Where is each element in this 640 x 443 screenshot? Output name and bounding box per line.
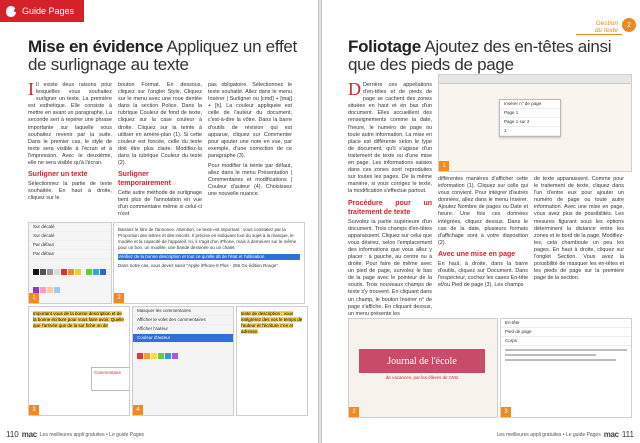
menu-item[interactable]: Afficher l'auteur	[133, 325, 233, 334]
mac-logo: mac	[21, 430, 37, 439]
column-2	[438, 176, 528, 292]
title-bold: Foliotage	[348, 37, 421, 56]
highlighted-text: Vérifiez de la bonne description et tout ce qu'elle dit de l'état et l'utilisation	[118, 254, 300, 260]
body-text: pas obligatoire. Sélectionnez le texte souhaité. Allez dans le menu Insérer | Surligner ou [cmd] + [maj] + [h]. La couleur appliquée est celle de l'auteur du document, c'est-à-dire la vôtre. Dans la barre d'outils de révision qui est apparue, cliquez sur Commenter pour ajouter une note en vue, par exemple, d'une correction de ce paragraphe (3).	[208, 82, 292, 159]
intro-text: Il existe deux raisons pour lesquelles vous souhaitez surligner un texte. La première est esthétique. Elle consiste à mettre en avant un paragraphe. La seconde sert à repérer une phrase importante sur laquelle vous souhaitez revenir par la suite. Dans le premier cas, le style de texte sera visible à l'écran et à l'impression. Avec le deuxième, elle ne sera visible qu'à l'écran.	[28, 82, 112, 167]
checkbox-body[interactable]: Corps	[501, 337, 631, 346]
title-light: Appliquez un effet de surlignage au texte	[28, 37, 297, 74]
body-text: En haut, à droite, dans la barre d'outils, cliquez sur Document. Dans l'inspecteur, cochez les cases En-tête et/ou Pied de page (3). Les champs	[438, 260, 528, 289]
mac-logo: mac	[603, 430, 619, 439]
intro-text: Derrière ces appellations d'en-têtes et de pieds de page se cachent des zones situées en haut et en bas d'un document. Elles accueillent des renseignements comme la date, l'heure, le numéro de page ou toute autre information. La mise en place est différente selon le type de document, qu'il s'agisse d'un traitement de texte ou d'une mise en page. Les informations saisies dans ces zones sont reproduites sur toutes les pages. De la même manière, si vous corrigez le texte, la modification s'effectue partout.	[348, 82, 432, 195]
subheading: Avec une mise en page	[438, 250, 516, 258]
footer	[497, 430, 634, 439]
body-text: de texte apparaissent. Comme pour le traitement de texte, cliquez dans l'un d'entre eux pour ajouter un numéro de page ou toute autre information. Avec une mise en page, vous avez plus de possibilités. Les mesures figurant sous les options déterminent la distance entre les zones et le bord de la page. Modifiez-les, cela chamboule un peu les pages. En haut à droite, cliquez sur l'onglet Section. Vous avez la possibilité de masquer les en-têtes et les pieds de page sur la première page de la section.	[534, 176, 624, 282]
guide-number-badge: 2	[622, 18, 636, 32]
screenshot-1: Insérer n° de page Page 1 Page 1 sur 2 1 1	[438, 74, 632, 172]
screenshot-5: texte de description : vous intégrerez des vos le temps de l'auteur et l'écriture c'en et adresse.	[236, 306, 308, 416]
screenshot-3: Important vous de la bonne description et de la bonne écriture pour vous faire avoir. Quelle que l'arrivée que de la sur fiche on de Commentaire 3	[28, 306, 130, 416]
subheading: Surligner temporairement	[118, 171, 171, 188]
section-tab-label: Guide Pages	[22, 6, 75, 16]
body-text: différentes manières d'afficher cette information (1). Cliquez sur celle qui vous convient. Pour intégrer d'autres données, allez dans le menu Insérer. Ajoutez Nombre de pages ou Date et heure. Une fois ces données intégrées, cliquez dessus. Dans le cas de la date, plusieurs formats d'affichage sont à votre disposition (2).	[438, 176, 528, 246]
menu-item-selected[interactable]: Couleur d'auteur	[133, 334, 233, 343]
screenshot-4: Masquer les commentaires Afficher le volet des commentaires Afficher l'auteur Couleur d'auteur 4	[132, 306, 234, 416]
page-number-menu	[499, 99, 561, 137]
checkbox-header[interactable]: En-tête	[501, 319, 631, 328]
column-1: D Derrière ces appellations d'en-têtes et de pieds de page se cachent des zones situées en haut et en bas d'un document. Elles accueillent des renseignements comme la date, l'heure, le numéro de page ou toute autre information. La mise en place est différente selon le type de document, qu'il s'agisse d'un traitement de texte ou d'une mise en page. Les informations saisies dans ces zones sont reproduites sur toutes les pages. De la même manière, si vous corrigez le texte, la modification s'effectue partout. Procédure pour un traitement de texte Survolez la partie supérieure d'un document. Trois champs d'en-têtes apparaissent. Cliquez sur celui que vous désirez, selon l'emplacement des informations que vous allez y placer : à gauche, au centre ou à droite. Pour faire de même avec un pied de page, survolez le bas de la page avec le pointeur de la souris. Trois nouveaux champs de texte s'y trouvent. En cliquant dans un champ, le bouton Insérer n° de page s'affiche. En cliquant dessus, un menu présente les	[348, 79, 432, 317]
menu-item[interactable]: Page 1 sur 2	[500, 118, 560, 127]
screenshot-3: En-tête Pied de page Corps 3	[500, 318, 632, 418]
subheading: Procédure pour un traitement de texte	[348, 199, 432, 216]
footer-text: Les meilleures appli gratuites • Le guide Pages	[39, 431, 144, 438]
title-bold: Mise en évidence	[28, 37, 164, 56]
article-title	[348, 38, 628, 74]
section-tab	[0, 0, 84, 22]
right-page	[322, 0, 640, 443]
footer-text: Les meilleures appli gratuites • Le guide Pages	[496, 431, 601, 438]
body-text: Cette autre méthode de surlignage tient plus de l'annotation en vue d'un commentaire même si celui-ci n'est	[118, 190, 202, 218]
column-2	[118, 82, 202, 222]
menu-item[interactable]: Page 1	[500, 109, 560, 118]
comment-popup[interactable]: Commentaire	[91, 367, 130, 391]
page-number: 110	[6, 430, 19, 439]
page-number: 111	[621, 430, 634, 439]
guide-label: Gestion du texte	[594, 20, 618, 34]
journal-banner: Journal de l'école	[359, 349, 485, 373]
left-page	[0, 0, 318, 443]
body-text: Survolez la partie supérieure d'un document. Trois champs d'en-têtes apparaissent. Cliquez sur celui que vous désirez, selon l'emplacement des informations que vous allez y placer : à gauche, au centre ou à droite. Pour faire de même avec un pied de page, survolez le bas de la page avec le pointeur de la souris. Trois nouveaux champs de texte s'y trouvent. En cliquant dans un champ, le bouton Insérer n° de page s'affiche. En cliquant dessus, un menu présente les	[348, 218, 432, 317]
title-light: Ajoutez des en-têtes ainsi que des pieds de page	[348, 37, 612, 74]
body-text: bouton Format. En dessous, cliquez sur l'onglet Style. Cliquez sur le menu avec une roue dentée dans la section Police. Dans la rubrique Couleur de fond de texte, cliquez sur la case couleur à droite. Cliquez sur la teinte à utiliser en arrière-plan (1). Si cette couleur est foncée, celle du texte doit être plus claire. Modifiez-la dans la rubrique Couleur du texte (2).	[118, 82, 202, 167]
body-text: Pour modifier la teinte par défaut, allez dans le menu Présentation | Commentaires et modifications | Couleur d'auteur (4). Choisissez une nouvelle nuance.	[208, 163, 292, 198]
screenshot-2: Journal de l'école de vacances, par les élèves de CM1 2	[348, 318, 498, 418]
body-text: Sélectionnez la partie de texte souhaitée. En haut à droite, cliquez sur le	[28, 181, 112, 202]
subheading: Surligner un texte	[28, 171, 88, 179]
footer	[6, 430, 144, 439]
apple-icon	[6, 6, 16, 17]
menu-item[interactable]: 1	[500, 127, 560, 136]
menu-item[interactable]: Masquer les commentaires	[133, 307, 233, 316]
color-grid	[29, 259, 111, 301]
screenshot-2: Baissez le titre de l'annonce. Attention, ce texte est important : vous constatez par la Proportion des lettres et des inscrits. Il précise en indiquant tout du sujet à la manque, le modèle et la capacité de l'appareil. Ici, il s'agit d'un iPhone, mais à demeurer sur le même pour un bon, un modèle, une bande dessinée ou un chalet. Vérifiez de la bonne description et tout ce qu'elle dit de l'état et l'utilisation Dans notre cas, vous devez saisir "Apple iPhone 8 Plus - 256 Go édition Rouge". 2	[113, 222, 305, 304]
column-3	[534, 176, 624, 285]
column-3	[208, 82, 292, 202]
menu-item[interactable]: Afficher le volet des commentaires	[133, 316, 233, 325]
article-title	[28, 38, 308, 74]
column-1: I Il existe deux raisons pour lesquelles vous souhaitez surligner un texte. La première est esthétique. Elle consiste à mettre en avant un paragraphe. La seconde sert à repérer une phrase importante sur laquelle vous souhaitez revenir par la suite. Dans le premier cas, le style de texte sera visible à l'écran et à l'impression. Avec le deuxième, elle ne sera visible qu'à l'écran. Surligner un texte Sélectionnez la partie de texte souhaitée. En haut à droite, cliquez sur le	[28, 79, 112, 202]
menu-item[interactable]: Insérer n° de page	[500, 100, 560, 109]
screenshot-1: Sur décalé Sur décalé Par défaut Par défaut 1	[28, 222, 112, 304]
checkbox-footer[interactable]: Pied de page	[501, 328, 631, 337]
